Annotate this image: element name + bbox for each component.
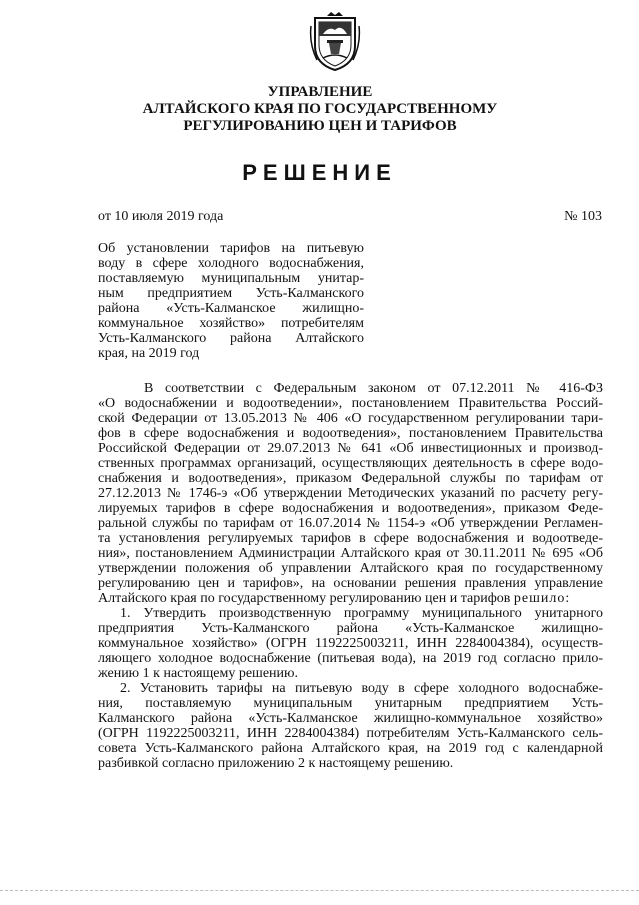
body-line: снабжения и водоотведения», приказом Федеральной службы по тарифам от: [98, 471, 603, 486]
body-line: утверждении положения об управлении Алтайского края по государственному: [98, 561, 603, 576]
body-line: жению 1 к настоящему решению.: [98, 666, 298, 681]
body-line: предприятия Усть-Калманского района «Усть-Калманское жилищно-: [98, 621, 603, 636]
body-line: (ОГРН 1192225003211, ИНН 2284004384) потребителям Усть-Калманского сель-: [98, 726, 603, 741]
altai-krai-coat-of-arms-icon: [309, 12, 361, 72]
body-line: ральной службы по тарифам от 16.07.2014 № 1154-э «Об утверждении Регламен-: [98, 516, 603, 531]
subject-line: Об установлении тарифов на питьевую: [98, 241, 364, 256]
body-line: ляющего холодное водоснабжение (питьевая вода), на 2019 год согласно прило-: [98, 651, 603, 666]
document-body: [98, 381, 603, 771]
body-line: регулированию цен и тарифов», на основании решения правления управление: [98, 576, 603, 591]
body-line: ния», постановлением Администрации Алтайского края от 30.11.2011 № 695 «Об: [98, 546, 603, 561]
document-subject: [98, 241, 364, 361]
document-number: № 103: [564, 209, 602, 224]
body-line: разбивкой согласно приложению 2 к настоящему решению.: [98, 756, 454, 771]
organization-name: [120, 84, 520, 135]
subject-line: воду в сфере холодного водоснабжения,: [98, 256, 364, 271]
body-text-spaced: решило:: [513, 591, 571, 606]
body-line: ния, поставляемую муниципальным унитарным предприятием Усть-: [98, 696, 603, 711]
body-line: ственных программах организаций, осуществляющих деятельность в сфере водо-: [98, 456, 603, 471]
subject-line: края, на 2019 год: [98, 346, 200, 361]
body-line: 2. Установить тарифы на питьевую воду в сфере холодного водоснабже-: [120, 681, 603, 696]
body-line: ской Федерации от 13.05.2013 № 406 «О государственном регулировании тари-: [98, 411, 603, 426]
body-line: В соответствии с Федеральным законом от 07.12.2011 № 416-ФЗ: [144, 381, 603, 396]
body-line: та установления регулируемых тарифов в сфере водоснабжения и водоотведе-: [98, 531, 603, 546]
document-date: от 10 июля 2019 года: [98, 209, 224, 224]
body-line: фов в сфере водоснабжения и водоотведения», постановлением Правительства: [98, 426, 603, 441]
body-line: лируемых тарифов в сфере водоснабжения и водоотведения», приказом Феде-: [98, 501, 603, 516]
org-line: АЛТАЙСКОГО КРАЯ ПО ГОСУДАРСТВЕННОМУ: [142, 101, 498, 117]
subject-line: района «Усть-Калманское жилищно-: [98, 301, 364, 316]
body-line: Калманского района «Усть-Калманское жилищно-коммунальное хозяйство»: [98, 711, 603, 726]
body-line: 27.12.2013 № 1746-э «Об утверждении Методических указаний по расчету регу-: [98, 486, 603, 501]
body-line: совета Усть-Калманского района Алтайского края, на 2019 год с календарной: [98, 741, 603, 756]
body-line: «О водоснабжении и водоотведении», постановлением Правительства Россий-: [98, 396, 603, 411]
document-title: РЕШЕНИЕ: [242, 160, 397, 185]
page-divider: [0, 890, 639, 891]
subject-line: коммунальное хозяйство» потребителям: [98, 316, 364, 331]
body-text: Алтайского края по государственному регулированию цен и тарифов: [98, 591, 514, 606]
subject-line: Усть-Калманского района Алтайского: [98, 331, 364, 346]
body-line: [98, 591, 603, 606]
body-line: коммунальное хозяйство» (ОГРН 1192225003211, ИНН 2284004384), осуществ-: [98, 636, 603, 651]
body-line: Российской Федерации от 29.07.2013 № 641 «Об инвестиционных и производ-: [98, 441, 603, 456]
subject-line: ным предприятием Усть-Калманского: [98, 286, 364, 301]
body-line: 1. Утвердить производственную программу муниципального унитарного: [120, 606, 603, 621]
subject-line: поставляемую муниципальным унитар-: [98, 271, 364, 286]
org-line: УПРАВЛЕНИЕ: [267, 84, 373, 100]
org-line: РЕГУЛИРОВАНИЮ ЦЕН И ТАРИФОВ: [183, 118, 457, 134]
